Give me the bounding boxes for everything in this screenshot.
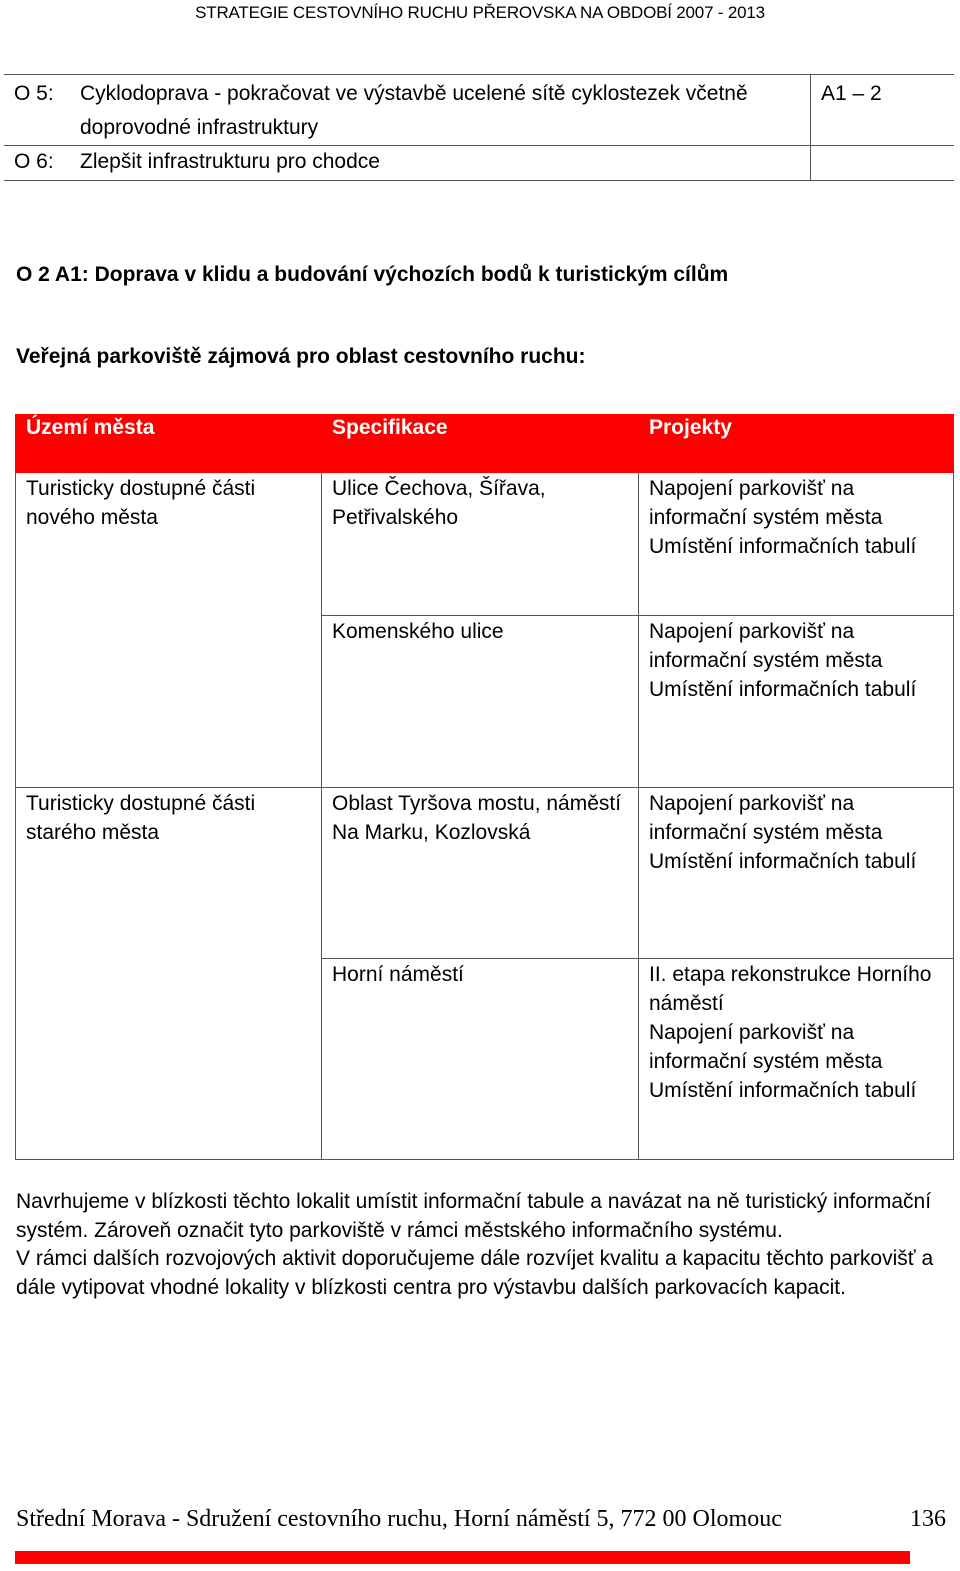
objective-text: Zlepšit infrastrukturu pro chodce xyxy=(80,146,811,181)
cell-spec: Oblast Tyršova mostu, náměstí Na Marku, Kozlovská xyxy=(322,788,639,959)
project-item: Umístění informačních tabulí xyxy=(649,535,917,558)
table-header-row xyxy=(16,415,954,473)
cell-spec: Horní náměstí xyxy=(322,959,639,1160)
objective-ref xyxy=(811,146,955,181)
cell-spec: Ulice Čechova, Šířava, Petřivalského xyxy=(322,473,639,616)
cell-projects xyxy=(639,473,954,616)
table-row xyxy=(16,959,954,1160)
objective-code: O 6: xyxy=(4,146,80,181)
cell-area xyxy=(16,616,322,788)
cell-area: Turisticky dostupné části nového města xyxy=(16,473,322,616)
objective-row xyxy=(4,75,954,146)
cell-area xyxy=(16,959,322,1160)
footer-address: Střední Morava - Sdružení cestovního ruchu, Horní náměstí 5, 772 00 Olomouc xyxy=(16,1506,782,1532)
header-spec: Specifikace xyxy=(322,415,639,473)
section-heading: O 2 A1: Doprava v klidu a budování výchozích bodů k turistickým cílům xyxy=(16,263,729,286)
objective-text: Cyklodoprava - pokračovat ve výstavbě ucelené sítě cyklostezek včetně doprovodné infrastruktury xyxy=(80,75,811,146)
project-item: Umístění informačních tabulí xyxy=(649,1079,917,1102)
table-row xyxy=(16,616,954,788)
parking-table xyxy=(15,414,954,1160)
footer-accent-bar xyxy=(15,1551,910,1564)
project-item: Napojení parkovišť na informační systém města xyxy=(649,792,883,844)
objective-row xyxy=(4,146,954,181)
objective-code: O 5: xyxy=(4,75,80,146)
project-item: Umístění informačních tabulí xyxy=(649,678,917,701)
header-projects: Projekty xyxy=(639,415,954,473)
cell-area: Turisticky dostupné části starého města xyxy=(16,788,322,959)
table-row xyxy=(16,473,954,616)
footer xyxy=(16,1506,952,1533)
sub-heading: Veřejná parkoviště zájmová pro oblast cestovního ruchu: xyxy=(16,345,586,368)
page-number: 136 xyxy=(910,1506,946,1532)
table-row xyxy=(16,788,954,959)
body-paragraph: V rámci dalších rozvojových aktivit doporučujeme dále rozvíjet kvalitu a kapacitu těchto parkovišť a dále vytipovat vhodné lokality v blízkosti centra pro výstavbu dalších parkovacích kapacit. xyxy=(16,1247,934,1299)
project-item: Napojení parkovišť na informační systém města xyxy=(649,477,883,529)
cell-projects xyxy=(639,616,954,788)
cell-projects xyxy=(639,788,954,959)
project-item: II. etapa rekonstrukce Horního náměstí xyxy=(649,963,932,1015)
header-area: Území města xyxy=(16,415,322,473)
cell-projects xyxy=(639,959,954,1160)
cell-spec: Komenského ulice xyxy=(322,616,639,788)
body-paragraph: Navrhujeme v blízkosti těchto lokalit umístit informační tabule a navázat na ně turistický informační systém. Zároveň označit tyto parkoviště v rámci městského informačního systému. xyxy=(16,1190,932,1242)
document-header-title: STRATEGIE CESTOVNÍHO RUCHU PŘEROVSKA NA OBDOBÍ 2007 - 2013 xyxy=(195,3,765,22)
project-item: Napojení parkovišť na informační systém města xyxy=(649,1021,883,1073)
objectives-table xyxy=(4,74,954,181)
project-item: Napojení parkovišť na informační systém města xyxy=(649,620,883,672)
project-item: Umístění informačních tabulí xyxy=(649,850,917,873)
objective-ref: A1 – 2 xyxy=(811,75,955,146)
